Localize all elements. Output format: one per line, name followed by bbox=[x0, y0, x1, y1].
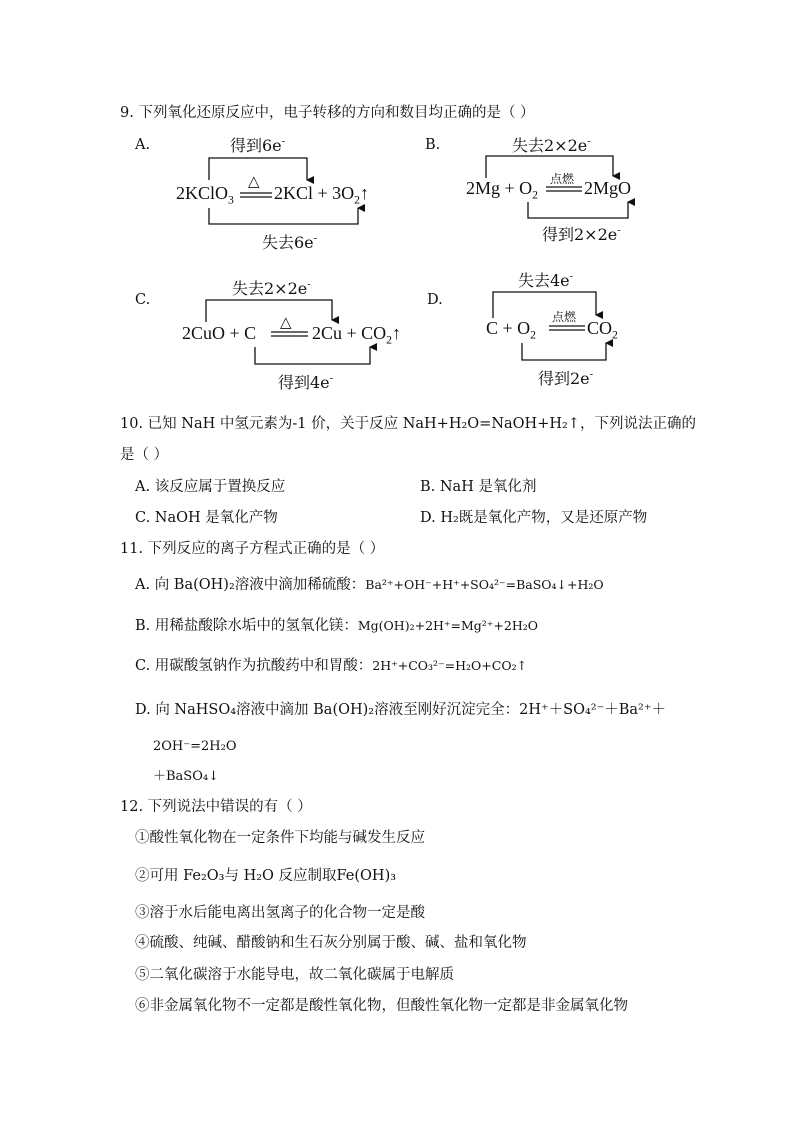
q9-option-a-letter: A. bbox=[135, 137, 151, 153]
q11-option-b: B. 用稀盐酸除水垢中的氢氧化镁：Mg(OH)₂+2H⁺=Mg²⁺+2H₂O bbox=[135, 618, 538, 634]
q9-a-equation-left: 2KClO$_3$ bbox=[176, 183, 234, 207]
q9-d-gain-label: 得到2e- bbox=[538, 368, 594, 388]
q9-b-equation-left: $2Mg + O_2$ bbox=[466, 178, 538, 202]
q12-item-6: ⑥非金属氧化物不一定都是酸性氧化物，但酸性氧化物一定都是非金属氧化物 bbox=[135, 998, 628, 1014]
q12-item-4: ④硫酸、纯碱、醋酸钠和生石灰分别属于酸、碱、盐和氧化物 bbox=[135, 935, 527, 951]
q9-option-c-letter: C. bbox=[135, 292, 151, 308]
q9-c-equation-right: $2Cu + CO_2↑$ bbox=[312, 323, 402, 347]
q9-d-equation-left: $C + O_2$ bbox=[486, 318, 536, 342]
q11-option-d-line1: D. 向 NaHSO₄溶液中滴加 Ba(OH)₂溶液至刚好沉淀完全：2H⁺＋SO₄²⁻＋Ba²⁺＋ bbox=[135, 702, 667, 718]
q10-option-d: D. H₂既是氧化产物，又是还原产物 bbox=[420, 510, 648, 526]
q12-item-1: ①酸性氧化物在一定条件下均能与碱发生反应 bbox=[135, 830, 425, 846]
q9-stem: 9. 下列氧化还原反应中，电子转移的方向和数目均正确的是（ ） bbox=[120, 105, 535, 121]
q10-option-b: B. NaH 是氧化剂 bbox=[420, 479, 537, 495]
q11-option-c: C. 用碳酸氢钠作为抗酸药中和胃酸：2H⁺+CO₃²⁻=H₂O+CO₂↑ bbox=[135, 658, 528, 674]
q9-b-bottom-bracket bbox=[528, 202, 628, 218]
q9-a-gain-label: 得到6e- bbox=[230, 135, 286, 155]
q9-option-b-letter: B. bbox=[425, 137, 441, 153]
q10-stem-line1: 10. 已知 NaH 中氢元素为-1 价，关于反应 NaH+H₂O=NaOH+H₂↑，下列说法正确的 bbox=[120, 416, 696, 432]
q10-option-a: A. 该反应属于置换反应 bbox=[135, 479, 286, 495]
q11-stem: 11. 下列反应的离子方程式正确的是（ ） bbox=[120, 541, 385, 557]
q12-item-5: ⑤二氧化碳溶于水能导电，故二氧化碳属于电解质 bbox=[135, 967, 454, 983]
q11-option-a: A. 向 Ba(OH)₂溶液中滴加稀硫酸：Ba²⁺+OH⁻+H⁺+SO₄²⁻=BaSO₄↓+H₂O bbox=[135, 577, 604, 593]
q9-c-lose-label: 失去2×2e- bbox=[232, 278, 311, 298]
q9-d-ignite-condition: 点燃 bbox=[552, 310, 577, 324]
q9-a-lose-label: 失去6e- bbox=[262, 232, 318, 252]
q9-c-gain-label: 得到4e- bbox=[278, 372, 334, 392]
q9-option-d-letter: D. bbox=[427, 292, 443, 308]
q9-d-top-bracket bbox=[493, 292, 596, 318]
q10-stem-line2: 是（ ） bbox=[120, 447, 169, 463]
q9-d-bottom-bracket bbox=[522, 343, 606, 360]
q11-option-d-line3: ＋BaSO₄↓ bbox=[153, 769, 219, 784]
q12-item-3: ③溶于水后能电离出氢离子的化合物一定是酸 bbox=[135, 905, 425, 921]
q9-b-lose-label: 失去2×2e- bbox=[512, 135, 591, 155]
q9-c-heat-condition: △ bbox=[280, 313, 292, 331]
q9-b-gain-label: 得到2×2e- bbox=[542, 224, 621, 244]
q9-d-lose-label: 失去4e- bbox=[518, 270, 574, 290]
q11-option-d-line2: 2OH⁻=2H₂O bbox=[153, 739, 237, 754]
q9-a-heat-condition: △ bbox=[248, 172, 260, 190]
q12-item-2: ②可用 Fe₂O₃与 H₂O 反应制取Fe(OH)₃ bbox=[135, 868, 397, 884]
q12-stem: 12. 下列说法中错误的有（ ） bbox=[120, 799, 312, 815]
q9-a-bottom-bracket bbox=[209, 208, 358, 224]
q9-d-equation-right: $CO_2$ bbox=[587, 318, 618, 342]
q9-c-top-bracket bbox=[206, 300, 332, 322]
q9-b-ignite-condition: 点燃 bbox=[550, 172, 575, 186]
q9-a-equation-right: $2KCl + 3O_2↑$ bbox=[274, 183, 369, 207]
q9-b-equation-right: 2MgO bbox=[584, 178, 632, 198]
q9-c-equation-left: 2CuO + C bbox=[182, 323, 257, 343]
q9-c-bottom-bracket bbox=[255, 347, 370, 364]
q10-option-c: C. NaOH 是氧化产物 bbox=[135, 510, 278, 526]
